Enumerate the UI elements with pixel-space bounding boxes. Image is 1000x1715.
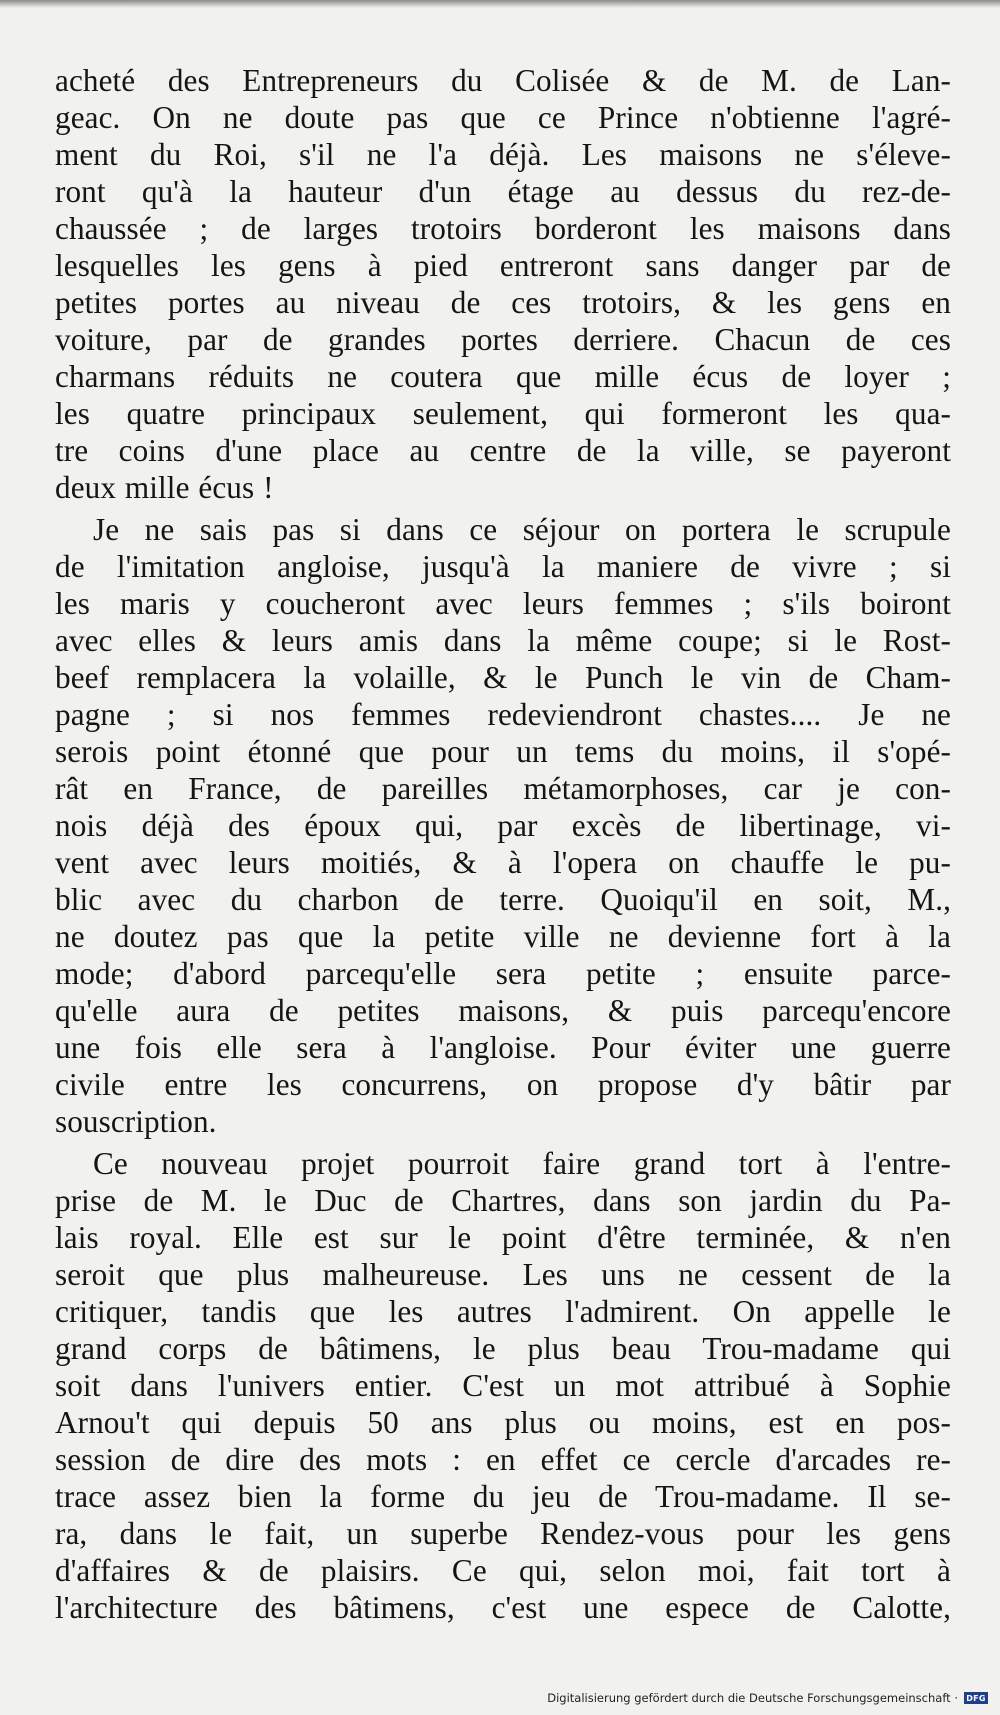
- text-line-19: serois point étonné que pour un tems du moins, il s'opé-: [55, 734, 951, 769]
- text-line-20: rât en France, de pareilles métamorphoses, car je con-: [55, 771, 951, 806]
- text-line-18: pagne ; si nos femmes redeviendront chastes.... Je ne: [55, 697, 951, 732]
- text-line-15: les maris y coucheront avec leurs femmes ; s'ils boiront: [55, 586, 951, 621]
- text-line-25: mode; d'abord parcequ'elle sera petite ; ensuite parce-: [55, 956, 951, 991]
- text-line-24: ne doutez pas que la petite ville ne devienne fort à la: [55, 919, 951, 954]
- text-line-5: chaussée ; de larges trotoirs borderont les maisons dans: [55, 211, 951, 246]
- text-line-8: voiture, par de grandes portes derriere. Chacun de ces: [55, 322, 951, 357]
- text-line-27: une fois elle sera à l'angloise. Pour éviter une guerre: [55, 1030, 951, 1065]
- text-line-14: de l'imitation angloise, jusqu'à la maniere de vivre ; si: [55, 549, 951, 584]
- text-line-16: avec elles & leurs amis dans la même coupe; si le Rost-: [55, 623, 951, 658]
- text-line-9: charmans réduits ne coutera que mille écus de loyer ;: [55, 359, 951, 394]
- text-line-26: qu'elle aura de petites maisons, & puis parcequ'encore: [55, 993, 951, 1028]
- text-line-42: l'architecture des bâtimens, c'est une espece de Calotte,: [55, 1590, 951, 1625]
- text-line-38: session de dire des mots : en effet ce cercle d'arcades re-: [55, 1442, 951, 1477]
- digitization-footer: [547, 1691, 988, 1705]
- text-line-12: deux mille écus !: [55, 470, 274, 505]
- digitization-note: Digitalisierung gefördert durch die Deutsche Forschungsgemeinschaft ·: [547, 1691, 958, 1705]
- text-line-40: ra, dans le fait, un superbe Rendez-vous pour les gens: [55, 1516, 951, 1551]
- text-line-10: les quatre principaux seulement, qui formeront les qua-: [55, 396, 951, 431]
- text-line-31: prise de M. le Duc de Chartres, dans son jardin du Pa-: [55, 1183, 951, 1218]
- text-line-22: vent avec leurs moitiés, & à l'opera on chauffe le pu-: [55, 845, 951, 880]
- text-line-4: ront qu'à la hauteur d'un étage au dessus du rez-de-: [55, 174, 951, 209]
- text-line-17: beef remplacera la volaille, & le Punch le vin de Cham-: [55, 660, 951, 695]
- text-line-33: seroit que plus malheureuse. Les uns ne cessent de la: [55, 1257, 951, 1292]
- text-line-41: d'affaires & de plaisirs. Ce qui, selon moi, fait tort à: [55, 1553, 951, 1588]
- text-line-23: blic avec du charbon de terre. Quoiqu'il en soit, M.,: [55, 882, 951, 917]
- text-line-2: geac. On ne doute pas que ce Prince n'obtienne l'agré-: [55, 100, 951, 135]
- body-text: [55, 62, 951, 1626]
- text-line-30: Ce nouveau projet pourroit faire grand tort à l'entre-: [93, 1146, 951, 1181]
- text-line-7: petites portes au niveau de ces trotoirs, & les gens en: [55, 285, 951, 320]
- text-line-1: acheté des Entrepreneurs du Colisée & de M. de Lan-: [55, 63, 951, 98]
- text-line-32: lais royal. Elle est sur le point d'être terminée, & n'en: [55, 1220, 951, 1255]
- text-line-11: tre coins d'une place au centre de la ville, se payeront: [55, 433, 951, 468]
- text-line-29: souscription.: [55, 1104, 217, 1139]
- text-line-3: ment du Roi, s'il ne l'a déjà. Les maisons ne s'éleve-: [55, 137, 951, 172]
- text-line-39: trace assez bien la forme du jeu de Trou-madame. Il se-: [55, 1479, 951, 1514]
- text-line-13: Je ne sais pas si dans ce séjour on portera le scrupule: [93, 512, 951, 547]
- text-line-34: critiquer, tandis que les autres l'admirent. On appelle le: [55, 1294, 951, 1329]
- text-line-36: soit dans l'univers entier. C'est un mot attribué à Sophie: [55, 1368, 951, 1403]
- text-line-37: Arnou't qui depuis 50 ans plus ou moins, est en pos-: [55, 1405, 951, 1440]
- text-line-6: lesquelles les gens à pied entreront sans danger par de: [55, 248, 951, 283]
- text-line-35: grand corps de bâtimens, le plus beau Trou-madame qui: [55, 1331, 951, 1366]
- text-line-28: civile entre les concurrens, on propose d'y bâtir par: [55, 1067, 951, 1102]
- text-line-21: nois déjà des époux qui, par excès de libertinage, vi-: [55, 808, 951, 843]
- dfg-logo-icon: DFG: [964, 1692, 988, 1704]
